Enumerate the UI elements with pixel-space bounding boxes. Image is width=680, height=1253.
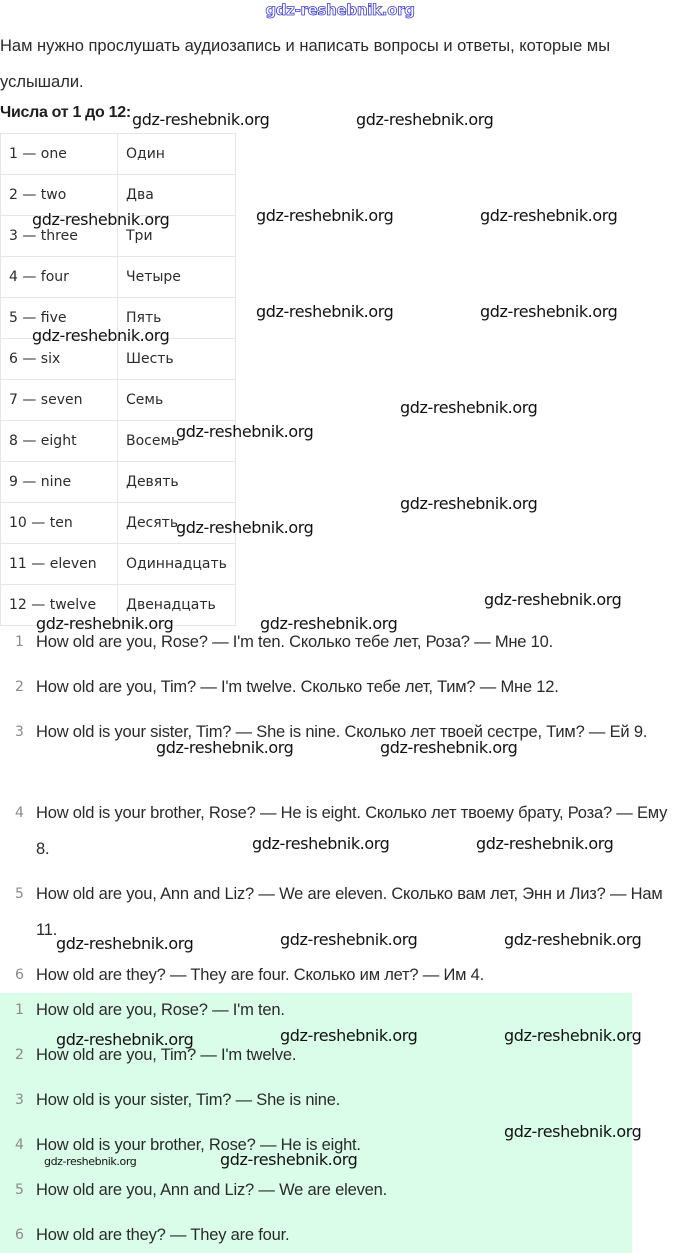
item-text: How old are they? — They are four. Сколько им лет? — Им 4. (36, 966, 485, 984)
number-ru: Два (118, 175, 236, 216)
item-number: 3 (15, 1092, 24, 1108)
watermark: gdz-reshebnik.org (380, 738, 518, 757)
top-watermark: gdz-reshebnik.org (265, 1, 415, 19)
item-number: 4 (15, 805, 24, 821)
number-ru: Шесть (118, 339, 236, 380)
intro-paragraph: Нам нужно прослушать аудиозапись и написать вопросы и ответы, которые мы услышали. (0, 37, 611, 91)
number-en: 1 — one (1, 134, 118, 175)
table-row (1, 544, 236, 585)
item-text: How old are you, Ann and Liz? — We are eleven. (36, 1181, 387, 1199)
item-text: How old is your sister, Tim? — She is nine. Сколько лет твоей сестре, Тим? — Ей 9. (36, 723, 648, 741)
item-text: How old are you, Rose? — I'm ten. (36, 1001, 285, 1019)
item-number: 5 (15, 1182, 24, 1198)
number-ru: Семь (118, 380, 236, 421)
number-ru: Три (118, 216, 236, 257)
number-en: 6 — six (1, 339, 118, 380)
watermark: gdz-reshebnik.org (252, 834, 390, 853)
watermark: gdz-reshebnik.org (32, 326, 170, 345)
number-en: 12 — twelve (1, 585, 118, 626)
number-en: 7 — seven (1, 380, 118, 421)
watermark: gdz-reshebnik.org (480, 206, 618, 225)
watermark: gdz-reshebnik.org (504, 1122, 642, 1141)
watermark: gdz-reshebnik.org (256, 206, 394, 225)
watermark: gdz-reshebnik.org (36, 614, 174, 633)
watermark: gdz-reshebnik.org (32, 210, 170, 229)
watermark: gdz-reshebnik.org (56, 1030, 194, 1049)
number-en: 4 — four (1, 257, 118, 298)
table-row (1, 462, 236, 503)
watermark: gdz-reshebnik.org (256, 302, 394, 321)
watermark: gdz-reshebnik.org (504, 930, 642, 949)
item-number: 1 (15, 634, 24, 650)
number-ru: Пять (118, 298, 236, 339)
watermark: gdz-reshebnik.org (220, 1150, 358, 1169)
watermark: gdz-reshebnik.org (476, 834, 614, 853)
item-number: 2 (15, 679, 24, 695)
watermark: gdz-reshebnik.org (280, 1026, 418, 1045)
item-number: 6 (15, 1227, 24, 1243)
numbers-table (0, 133, 236, 626)
item-text: How old is your sister, Tim? — She is nine. (36, 1091, 341, 1109)
numbers-heading: Числа от 1 до 12: (0, 104, 131, 121)
watermark-small: gdz-reshebnik.org (44, 1155, 137, 1168)
item-text: How old are you, Rose? — I'm ten. Сколько тебе лет, Роза? — Мне 10. (36, 633, 554, 651)
number-en: 2 — two (1, 175, 118, 216)
number-en: 9 — nine (1, 462, 118, 503)
number-en: 5 — five (1, 298, 118, 339)
watermark: gdz-reshebnik.org (176, 518, 314, 537)
number-ru: Девять (118, 462, 236, 503)
watermark: gdz-reshebnik.org (280, 930, 418, 949)
item-number: 6 (15, 967, 24, 983)
watermark: gdz-reshebnik.org (156, 738, 294, 757)
number-ru: Четыре (118, 257, 236, 298)
number-en: 3 — three (1, 216, 118, 257)
table-row (1, 380, 236, 421)
number-en: 10 — ten (1, 503, 118, 544)
watermark: gdz-reshebnik.org (56, 934, 194, 953)
number-ru: Двенадцать (118, 585, 236, 626)
watermark: gdz-reshebnik.org (356, 110, 494, 129)
number-ru: Десять (118, 503, 236, 544)
watermark: gdz-reshebnik.org (176, 422, 314, 441)
number-en: 11 — eleven (1, 544, 118, 585)
watermark: gdz-reshebnik.org (400, 398, 538, 417)
item-text: How old is your brother, Rose? — He is eight. Сколько лет твоему брату, Роза? — Ему 8. (36, 804, 668, 858)
watermark: gdz-reshebnik.org (400, 494, 538, 513)
table-row (1, 134, 236, 175)
item-text: How old are they? — They are four. (36, 1226, 290, 1244)
item-text: How old are you, Tim? — I'm twelve. (36, 1046, 297, 1064)
number-ru: Восемь (118, 421, 236, 462)
number-ru: Одиннадцать (118, 544, 236, 585)
watermark: gdz-reshebnik.org (480, 302, 618, 321)
item-number: 1 (15, 1002, 24, 1018)
watermark: gdz-reshebnik.org (484, 590, 622, 609)
item-number: 3 (15, 724, 24, 740)
number-en: 8 — eight (1, 421, 118, 462)
watermark: gdz-reshebnik.org (260, 614, 398, 633)
item-text: How old are you, Tim? — I'm twelve. Сколько тебе лет, Тим? — Мне 12. (36, 678, 559, 696)
number-ru: Один (118, 134, 236, 175)
table-row (1, 257, 236, 298)
item-number: 5 (15, 886, 24, 902)
item-text: How old is your brother, Rose? — He is eight. (36, 1136, 361, 1154)
watermark: gdz-reshebnik.org (504, 1026, 642, 1045)
item-number: 2 (15, 1047, 24, 1063)
item-number: 4 (15, 1137, 24, 1153)
watermark: gdz-reshebnik.org (132, 110, 270, 129)
item-text: How old are you, Ann and Liz? — We are eleven. Сколько вам лет, Энн и Лиз? — Нам 11. (36, 885, 663, 939)
